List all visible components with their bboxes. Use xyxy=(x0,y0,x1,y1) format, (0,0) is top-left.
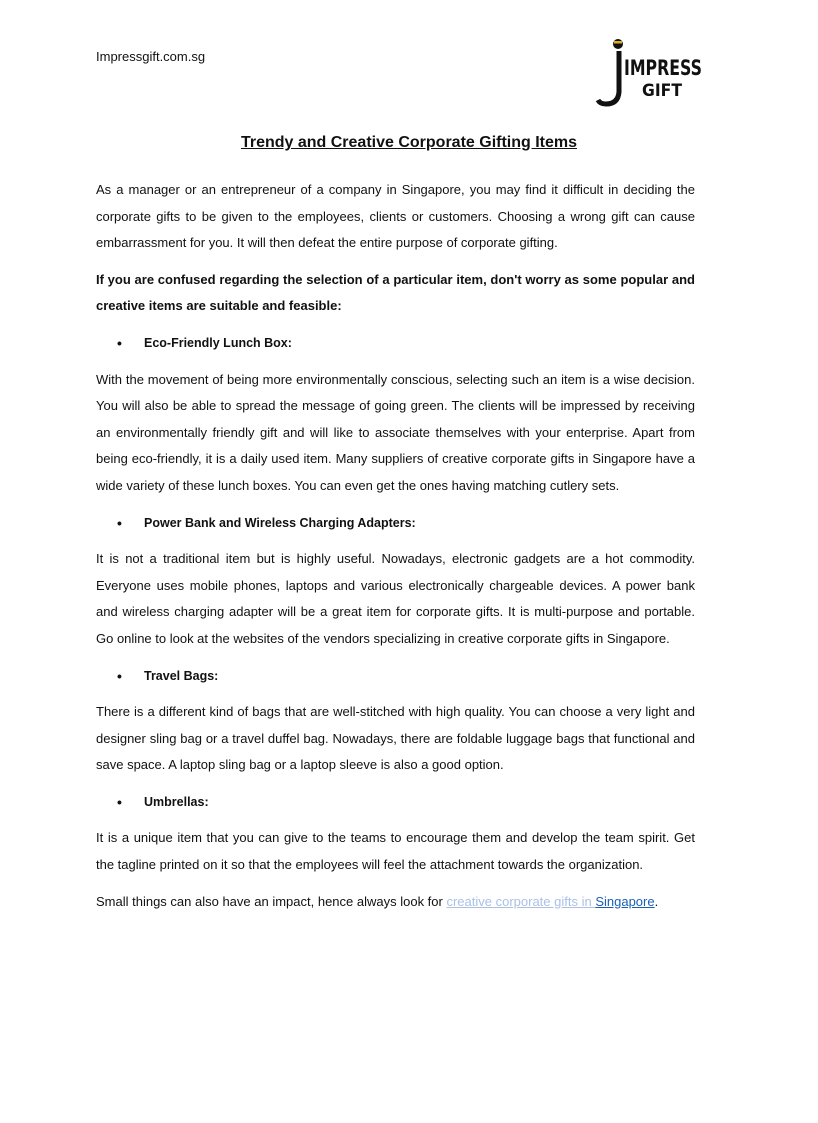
logo-graphic xyxy=(592,34,704,110)
intro-paragraph: As a manager or an entrepreneur of a company in Singapore, you may find it difficult in deciding the corporate gifts to be given to the employees, clients or customers. Choosing a wrong gift can cause embarrassment for you. It will then defeat the entire purpose of corporate gifting. xyxy=(96,182,695,251)
document-body xyxy=(96,177,695,925)
bullet-heading xyxy=(96,663,695,690)
closing-prefix: Small things can also have an impact, hence always look for xyxy=(96,893,447,909)
lead-paragraph: If you are confused regarding the selection of a particular item, don't worry as some popular and creative items are suitable and feasible: xyxy=(96,271,695,314)
closing-paragraph xyxy=(96,889,695,916)
bullet-icon: • xyxy=(117,667,122,684)
creative-gifts-link[interactable]: creative corporate gifts in xyxy=(446,893,596,909)
item-paragraph: It is not a traditional item but is highly useful. Nowadays, electronic gadgets are a hot commodity. Everyone uses mobile phones, laptops and various electronically chargeable devices. A power bank and wireless charging adapter will be a great item for corporate gifts. It is multi-purpose and portable. Go online to look at the websites of the vendors specializing in creative corporate gifts in Singapore. xyxy=(96,551,695,646)
header-site-name: Impressgift.com.sg xyxy=(96,49,206,64)
logo-j-stroke xyxy=(598,51,619,104)
item-paragraph: There is a different kind of bags that are well-stitched with high quality. You can choose a very light and designer sling bag or a travel duffel bag. Nowadays, there are foldable luggage bags that functional and save space. A laptop sling bag or a laptop sleeve is also a good option. xyxy=(96,704,695,773)
singapore-link[interactable]: Singapore xyxy=(595,893,655,909)
bullet-icon: • xyxy=(117,793,122,810)
bullet-icon: • xyxy=(117,334,122,351)
bullet-icon: • xyxy=(117,514,122,531)
bullet-heading-text: Power Bank and Wireless Charging Adapters: xyxy=(144,515,416,530)
item-paragraph: It is a unique item that you can give to the teams to encourage them and develop the team spirit. Get the tagline printed on it so that the employees will feel the attachment towards the organization. xyxy=(96,830,695,873)
logo-text-top: IMPRESS xyxy=(624,56,702,80)
logo-head-shape xyxy=(613,39,623,49)
page-title: Trendy and Creative Corporate Gifting Items xyxy=(240,134,578,151)
bullet-heading xyxy=(96,789,695,816)
bullet-heading-text: Eco-Friendly Lunch Box: xyxy=(144,335,292,350)
impress-gift-logo xyxy=(592,34,704,110)
logo-head-band xyxy=(614,41,622,44)
bullet-heading xyxy=(96,330,695,357)
closing-suffix: . xyxy=(654,893,659,909)
bullet-heading-text: Travel Bags: xyxy=(144,668,219,683)
logo-text-bottom: GIFT xyxy=(642,81,683,101)
bullet-heading-text: Umbrellas: xyxy=(144,794,209,809)
bullet-heading xyxy=(96,510,695,537)
item-paragraph: With the movement of being more environmentally conscious, selecting such an item is a wise decision. You will also be able to spread the message of going green. The clients will be impressed by receiving an environmentally friendly gift and will like to associate themselves with your enterprise. Apart from being eco-friendly, it is a daily used item. Many suppliers of creative corporate gifts in Singapore have a wide variety of these lunch boxes. You can even get the ones having matching cutlery sets. xyxy=(96,371,695,493)
